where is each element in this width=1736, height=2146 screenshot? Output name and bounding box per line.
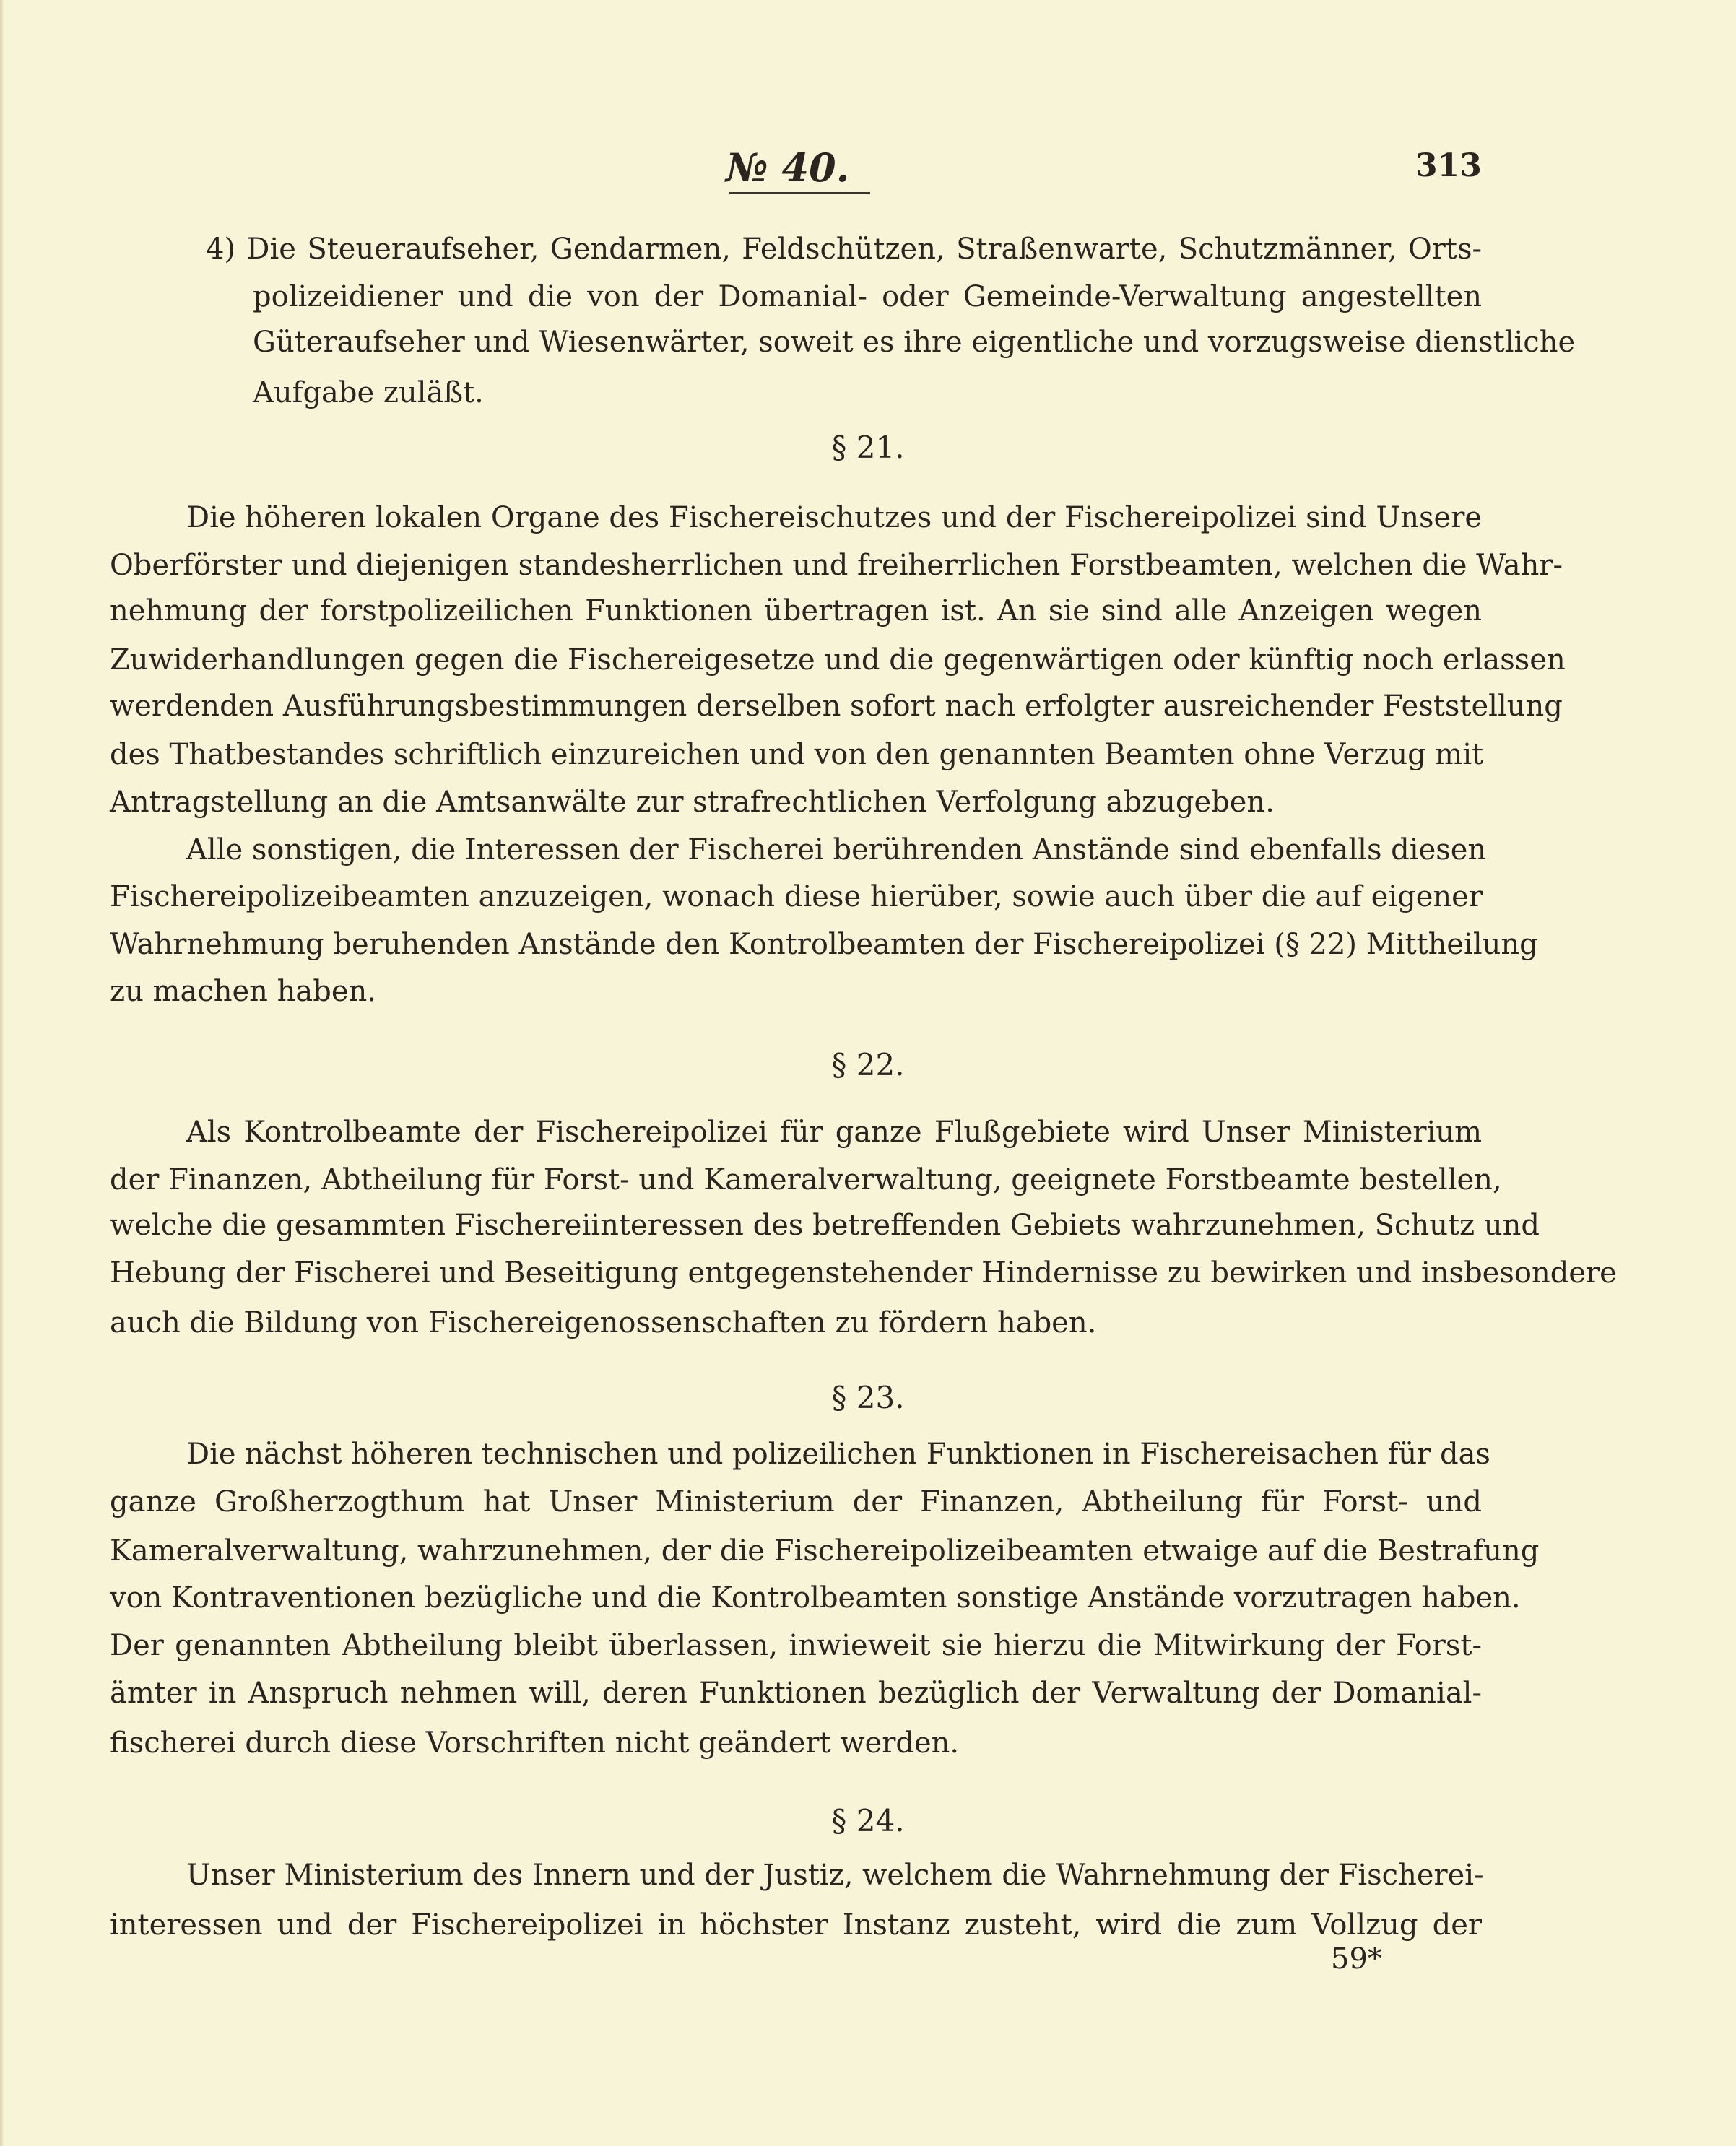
text-line: polizeidiener und die von der Domanial- oder Gemeinde-Verwaltung angestellten xyxy=(253,280,1482,313)
text-line: Zuwiderhandlungen gegen die Fischereigesetze und die gegenwärtigen oder künftig noch erlassen xyxy=(110,643,1566,677)
text-line: interessen und der Fischereipolizei in höchster Instanz zusteht, wird die zum Vollzug der xyxy=(110,1908,1482,1942)
text-line: welche die gesammten Fischereiinteressen des betreffenden Gebiets wahrzunehmen, Schutz und xyxy=(110,1209,1540,1242)
text-line: nehmung der forstpolizeilichen Funktionen übertragen ist. An sie sind alle Anzeigen wegen xyxy=(110,594,1482,627)
text-line: Unser Ministerium des Innern und der Justiz, welchem die Wahrnehmung der Fischerei- xyxy=(186,1859,1484,1892)
text-line: ganze Großherzogthum hat Unser Ministerium der Finanzen, Abtheilung für Forst- und xyxy=(110,1485,1482,1519)
text-line: Der genannten Abtheilung bleibt überlassen, inwieweit sie hierzu die Mitwirkung der Forst- xyxy=(110,1629,1482,1662)
section-heading: § 23. xyxy=(831,1380,905,1415)
text-line: der Finanzen, Abtheilung für Forst- und Kameralverwaltung, geeignete Forstbeamte bestellen, xyxy=(110,1163,1502,1196)
text-line: werdenden Ausführungsbestimmungen derselben sofort nach erfolgter ausreichender Feststellung xyxy=(110,690,1563,723)
text-line: Hebung der Fischerei und Beseitigung entgegenstehender Hindernisse zu bewirken und insbesondere xyxy=(110,1256,1617,1290)
section-heading: § 24. xyxy=(831,1803,905,1838)
text-line: auch die Bildung von Fischereigenossenschaften zu fördern haben. xyxy=(110,1306,1097,1339)
text-line: Die nächst höheren technischen und polizeilichen Funktionen in Fischereisachen für das xyxy=(186,1438,1490,1471)
text-line: Aufgabe zuläßt. xyxy=(253,376,484,409)
text-line: Alle sonstigen, die Interessen der Fischerei berührenden Anstände sind ebenfalls diesen xyxy=(186,833,1487,866)
section-heading: § 21. xyxy=(831,430,905,465)
text-line: Oberförster und diejenigen standesherrlichen und freiherrlichen Forstbeamten, welchen die Wahr- xyxy=(110,549,1563,582)
section-heading: § 22. xyxy=(831,1047,905,1082)
page-number: 313 xyxy=(1415,147,1482,184)
header-rule xyxy=(729,192,870,194)
text-line: von Kontraventionen bezügliche und die Kontrolbeamten sonstige Anstände vorzutragen haben. xyxy=(110,1581,1521,1615)
text-line: Die höheren lokalen Organe des Fischereischutzes und der Fischereipolizei sind Unsere xyxy=(186,501,1482,534)
text-line: Güteraufseher und Wiesenwärter, soweit es ihre eigentliche und vorzugsweise dienstliche xyxy=(253,326,1576,359)
text-line: fischerei durch diese Vorschriften nicht geändert werden. xyxy=(110,1726,960,1760)
text-line: 4) Die Steueraufseher, Gendarmen, Feldschützen, Straßenwarte, Schutzmänner, Orts- xyxy=(206,233,1482,266)
text-line: ämter in Anspruch nehmen will, deren Funktionen bezüglich der Verwaltung der Domanial- xyxy=(110,1677,1482,1710)
text-line: Wahrnehmung beruhenden Anstände den Kontrolbeamten der Fischereipolizei (§ 22) Mittheilung xyxy=(110,928,1538,961)
text-line: Als Kontrolbeamte der Fischereipolizei für ganze Flußgebiete wird Unser Ministerium xyxy=(186,1116,1482,1149)
issue-number: № 40. xyxy=(726,144,850,191)
text-line: Antragstellung an die Amtsanwälte zur strafrechtlichen Verfolgung abzugeben. xyxy=(110,786,1275,819)
text-line: Kameralverwaltung, wahrzunehmen, der die Fischereipolizeibeamten etwaige auf die Bestrafung xyxy=(110,1534,1540,1568)
text-line: Fischereipolizeibeamten anzuzeigen, wonach diese hierüber, sowie auch über die auf eigener xyxy=(110,880,1483,913)
text-line: des Thatbestandes schriftlich einzureichen und von den genannten Beamten ohne Verzug mit xyxy=(110,738,1484,771)
text-line: zu machen haben. xyxy=(110,975,377,1008)
signature-mark: 59* xyxy=(1331,1942,1382,1976)
